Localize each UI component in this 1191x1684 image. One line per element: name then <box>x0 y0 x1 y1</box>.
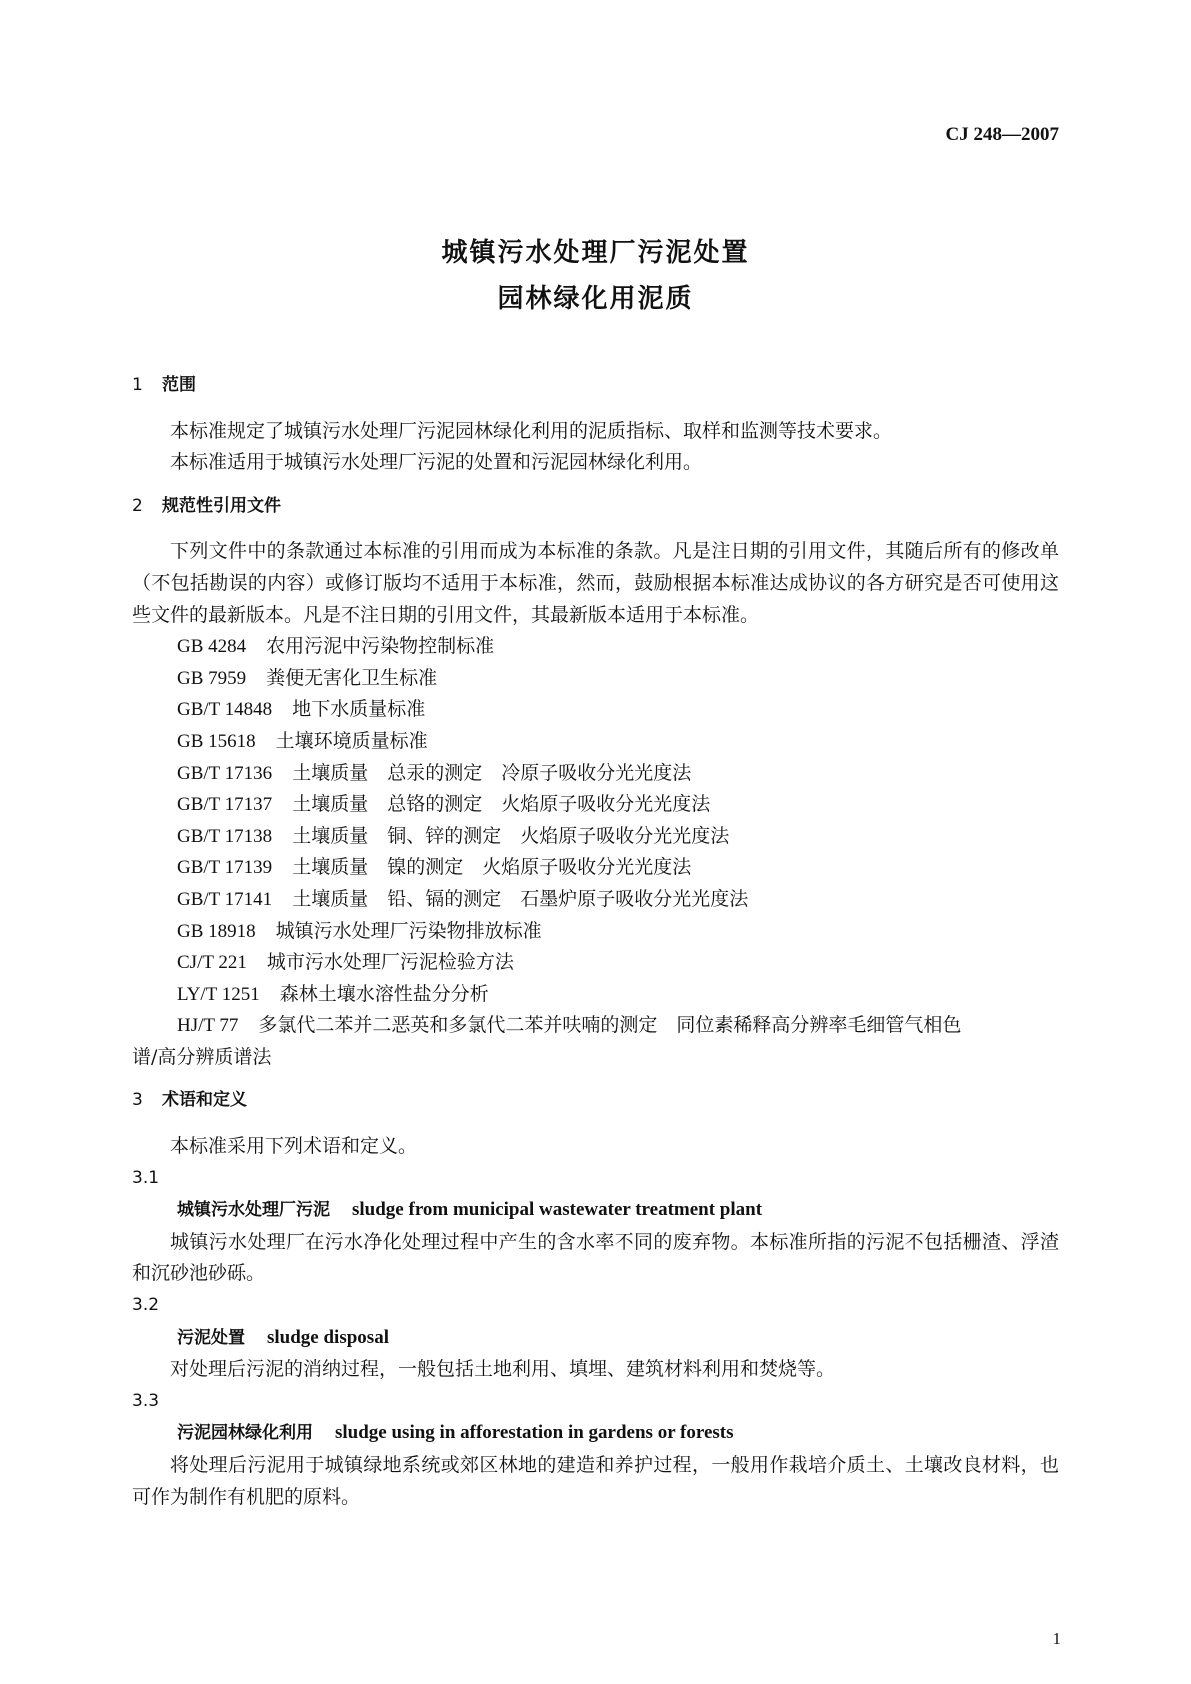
term-name-en: sludge from municipal wastewater treatment plant <box>352 1199 763 1221</box>
term-name <box>132 1417 1059 1450</box>
reference-code: GB/T 17141 <box>177 888 273 910</box>
section-3-heading <box>132 1085 1059 1117</box>
reference-code: GB 4284 <box>177 636 247 658</box>
reference-item <box>132 947 1059 979</box>
section-title: 范围 <box>162 375 196 395</box>
reference-item <box>132 694 1059 726</box>
reference-code: GB 15618 <box>177 730 256 752</box>
paragraph: 本标准规定了城镇污水处理厂污泥园林绿化利用的泥质指标、取样和监测等技术要求。 <box>170 419 893 442</box>
reference-title-continued: 谱/高分辨质谱法 <box>132 1045 272 1068</box>
section-title: 规范性引用文件 <box>162 495 281 516</box>
reference-code: GB/T 17136 <box>177 762 273 784</box>
reference-item <box>132 852 1059 884</box>
reference-item <box>132 916 1059 948</box>
section-2-heading <box>132 491 1059 523</box>
reference-title: 城市污水处理厂污泥检验方法 <box>266 951 514 974</box>
term-name-cn: 污泥处置 <box>177 1327 245 1348</box>
term-number: 3.2 <box>132 1295 160 1316</box>
reference-title: 土壤质量 总铬的测定 火焰原子吸收分光光度法 <box>292 793 711 816</box>
term-name <box>132 1194 1059 1227</box>
section-title: 术语和定义 <box>162 1090 247 1111</box>
reference-code: GB 18918 <box>177 920 256 942</box>
reference-list <box>132 631 1059 1073</box>
term-name-cn: 城镇污水处理厂污泥 <box>177 1200 330 1221</box>
reference-title: 粪便无害化卫生标准 <box>266 666 438 689</box>
term-definition: 对处理后污泥的消纳过程，一般包括土地利用、填埋、建筑材料利用和焚烧等。 <box>170 1358 836 1381</box>
reference-title: 农用污泥中污染物控制标准 <box>266 635 495 658</box>
term-name <box>132 1322 1059 1355</box>
term-name-en: sludge using in afforestation in gardens or forests <box>335 1422 734 1444</box>
section-number: 2 <box>132 495 143 516</box>
standard-code: CJ 248—2007 <box>945 124 1059 145</box>
reference-code: GB/T 17137 <box>177 794 273 816</box>
reference-title: 土壤质量 总汞的测定 冷原子吸收分光光度法 <box>292 761 692 784</box>
reference-item <box>132 1010 1059 1073</box>
reference-code: LY/T 1251 <box>177 983 260 1005</box>
reference-code: HJ/T 77 <box>177 1015 239 1037</box>
term-name-cn: 污泥园林绿化利用 <box>177 1423 313 1444</box>
reference-code: GB/T 17138 <box>177 825 273 847</box>
term-number: 3.3 <box>132 1390 160 1411</box>
reference-item <box>132 663 1059 695</box>
reference-item <box>132 758 1059 790</box>
reference-code: GB/T 14848 <box>177 699 273 721</box>
term-number: 3.1 <box>132 1167 160 1188</box>
term-definition: 将处理后污泥用于城镇绿地系统或郊区林地的建造和养护过程，一般用作栽培介质土、土壤改良材料，也可作为制作有机肥的原料。 <box>132 1454 1059 1508</box>
paragraph: 本标准适用于城镇污水处理厂污泥的处置和污泥园林绿化利用。 <box>170 451 703 474</box>
reference-title: 土壤环境质量标准 <box>275 729 428 752</box>
section-1-heading <box>132 370 1059 402</box>
reference-code: GB 7959 <box>177 667 247 689</box>
reference-code: GB/T 17139 <box>177 857 273 879</box>
document-body <box>132 370 1059 1513</box>
reference-item <box>132 821 1059 853</box>
section-number: 1 <box>132 375 143 395</box>
reference-code: CJ/T 221 <box>177 952 247 974</box>
reference-item <box>132 789 1059 821</box>
reference-title: 地下水质量标准 <box>292 698 426 721</box>
term-definition: 城镇污水处理厂在污水净化处理过程中产生的含水率不同的废弃物。本标准所指的污泥不包括栅渣、浮渣和沉砂池砂砾。 <box>132 1230 1059 1285</box>
reference-item <box>132 726 1059 758</box>
page-number: 1 <box>1052 1629 1061 1648</box>
paragraph: 下列文件中的条款通过本标准的引用而成为本标准的条款。凡是注日期的引用文件，其随后所有的修改单（不包括勘误的内容）或修订版均不适用于本标准，然而，鼓励根据本标准达成协议的各方研究是否可使用这些文件的最新版本。凡是不注日期的引用文件，其最新版本适用于本标准。 <box>132 540 1059 626</box>
document-title-line1: 城镇污水处理厂污泥处置 <box>441 238 750 268</box>
term-name-en: sludge disposal <box>267 1326 389 1348</box>
section-number: 3 <box>132 1090 143 1111</box>
paragraph: 本标准采用下列术语和定义。 <box>170 1135 418 1158</box>
document-title-line2: 园林绿化用泥质 <box>497 284 694 314</box>
reference-title: 土壤质量 铅、镉的测定 石墨炉原子吸收分光光度法 <box>292 887 749 910</box>
reference-item <box>132 631 1059 663</box>
reference-title: 多氯代二苯并二恶英和多氯代二苯并呋喃的测定 同位素稀释高分辨率毛细管气相色 <box>258 1014 962 1037</box>
reference-title: 城镇污水处理厂污染物排放标准 <box>275 919 542 942</box>
reference-title: 森林土壤水溶性盐分分析 <box>279 982 489 1005</box>
reference-item <box>132 979 1059 1011</box>
reference-item <box>132 884 1059 916</box>
reference-title: 土壤质量 镍的测定 火焰原子吸收分光光度法 <box>292 856 692 879</box>
reference-title: 土壤质量 铜、锌的测定 火焰原子吸收分光光度法 <box>292 824 730 847</box>
